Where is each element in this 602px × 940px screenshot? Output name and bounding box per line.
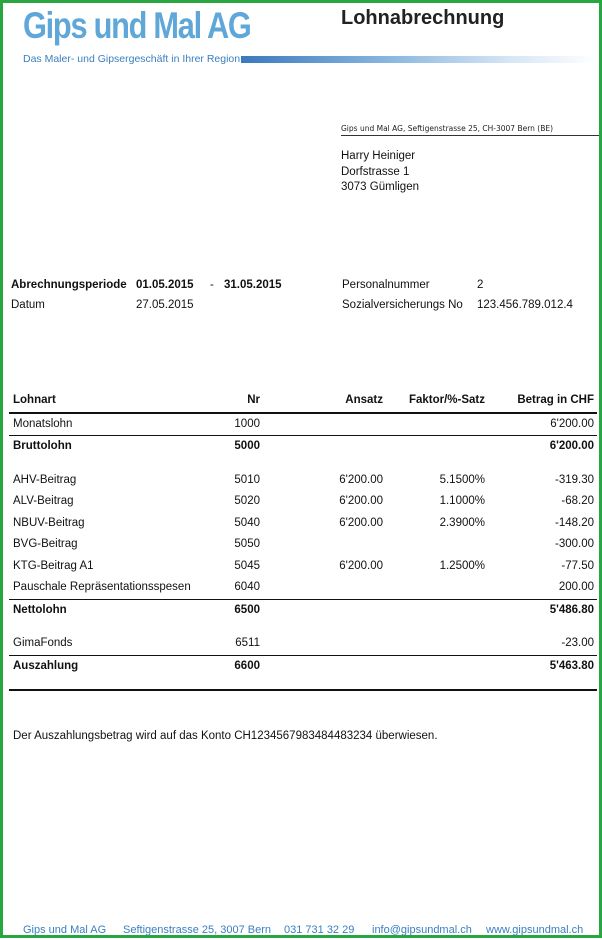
row-nr: 6040: [234, 581, 260, 593]
header-gradient-bar: [241, 56, 596, 63]
row-name: GimaFonds: [13, 637, 73, 649]
recipient-city: 3073 Gümligen: [341, 181, 419, 193]
period-from: 01.05.2015: [136, 279, 194, 291]
row-amount: 6'200.00: [550, 417, 594, 430]
header-faktor: Faktor/%-Satz: [408, 394, 485, 406]
row-name: Monatslohn: [13, 417, 73, 430]
row-nr: 6500: [234, 603, 260, 616]
footer-phone: 031 731 32 29: [284, 924, 355, 936]
row-amount: -300.00: [554, 538, 594, 550]
recipient-address: [341, 149, 419, 196]
row-name: KTG-Beitrag A1: [13, 559, 94, 572]
row-name: NBUV-Beitrag: [13, 516, 85, 529]
date-value: 27.05.2015: [136, 299, 194, 311]
period-separator: -: [210, 279, 214, 291]
personnel-number-value: 2: [477, 279, 484, 291]
table-row: [9, 556, 597, 578]
social-security-value: 123.456.789.012.4: [477, 299, 573, 311]
footer-address: Seftigenstrasse 25, 3007 Bern: [123, 924, 271, 936]
row-rate: 6'200.00: [339, 516, 383, 529]
row-amount: -23.00: [561, 637, 594, 649]
document-title: Lohnabrechnung: [341, 7, 505, 29]
payment-note: Der Auszahlungsbetrag wird auf das Konto CH1234567983484483234 überwiesen.: [13, 730, 438, 742]
company-logo: Gips und Mal AG: [23, 5, 251, 46]
row-amount: 5'463.80: [549, 659, 594, 672]
row-factor: 1.2500%: [439, 559, 485, 572]
row-name: Pauschale Repräsentationsspesen: [13, 581, 191, 593]
social-security-label: Sozialversicherungs No: [342, 299, 463, 311]
sender-address-line: Gips und Mal AG, Seftigenstrasse 25, CH-3007 Bern (BE): [341, 124, 599, 136]
period-label: Abrechnungsperiode: [11, 279, 127, 291]
row-name: Bruttolohn: [13, 440, 72, 452]
row-amount: 6'200.00: [549, 440, 594, 452]
row-nr: 1000: [234, 417, 260, 430]
header-lohnart: Lohnart: [13, 394, 56, 406]
recipient-street: Dorfstrasse 1: [341, 165, 410, 178]
footer-email-link[interactable]: info@gipsundmal.ch: [372, 924, 472, 936]
row-nr: 6600: [234, 659, 260, 672]
row-amount: -68.20: [561, 495, 594, 507]
header-betrag: Betrag in CHF: [517, 394, 594, 406]
recipient-name: Harry Heiniger: [341, 150, 416, 162]
footer-company: Gips und Mal AG: [23, 924, 107, 936]
company-tagline: Das Maler- und Gipsergeschäft in Ihrer Region: [23, 53, 241, 65]
row-nr: 5045: [234, 559, 260, 572]
row-factor: 2.3900%: [439, 516, 485, 529]
personnel-number-label: Personalnummer: [342, 279, 430, 291]
row-name: AHV-Beitrag: [13, 473, 77, 486]
row-amount: 200.00: [558, 581, 594, 593]
table-row: [9, 577, 597, 599]
row-amount: -319.30: [554, 473, 594, 486]
period-to: 31.05.2015: [224, 279, 282, 291]
row-name: ALV-Beitrag: [13, 495, 74, 507]
row-nr: 5000: [234, 440, 260, 452]
row-nr: 6511: [235, 637, 260, 649]
table-row: [9, 534, 597, 556]
row-nr: 5050: [234, 538, 260, 550]
table-row: [9, 513, 597, 535]
row-rate: 6'200.00: [339, 559, 383, 572]
table-row: [9, 414, 597, 436]
row-rate: 6'200.00: [339, 495, 383, 507]
table-spacer: [9, 458, 597, 470]
net-total-row: [9, 599, 597, 622]
row-name: BVG-Beitrag: [13, 538, 78, 550]
row-nr: 5040: [234, 516, 260, 529]
table-row: [9, 491, 597, 513]
row-name: Auszahlung: [13, 659, 79, 672]
table-row: [9, 633, 597, 655]
header-nr: Nr: [247, 394, 260, 406]
row-nr: 5010: [234, 473, 260, 486]
table-row: [9, 470, 597, 492]
row-factor: 5.1500%: [439, 473, 485, 486]
row-nr: 5020: [234, 495, 260, 507]
row-amount: 5'486.80: [549, 603, 594, 616]
payout-total-row: [9, 655, 597, 678]
gross-total-row: [9, 435, 597, 458]
row-amount: -77.50: [561, 559, 594, 572]
row-name: Nettolohn: [13, 603, 67, 616]
row-rate: 6'200.00: [339, 473, 383, 486]
row-factor: 1.1000%: [439, 495, 485, 507]
table-spacer: [9, 621, 597, 633]
salary-table: [9, 390, 597, 691]
date-label: Datum: [11, 299, 45, 311]
header-ansatz: Ansatz: [345, 394, 383, 406]
table-end-rule: [9, 689, 597, 691]
row-amount: -148.20: [554, 516, 594, 529]
footer-website-link[interactable]: www.gipsundmal.ch: [486, 924, 584, 936]
table-header-row: [9, 390, 597, 414]
